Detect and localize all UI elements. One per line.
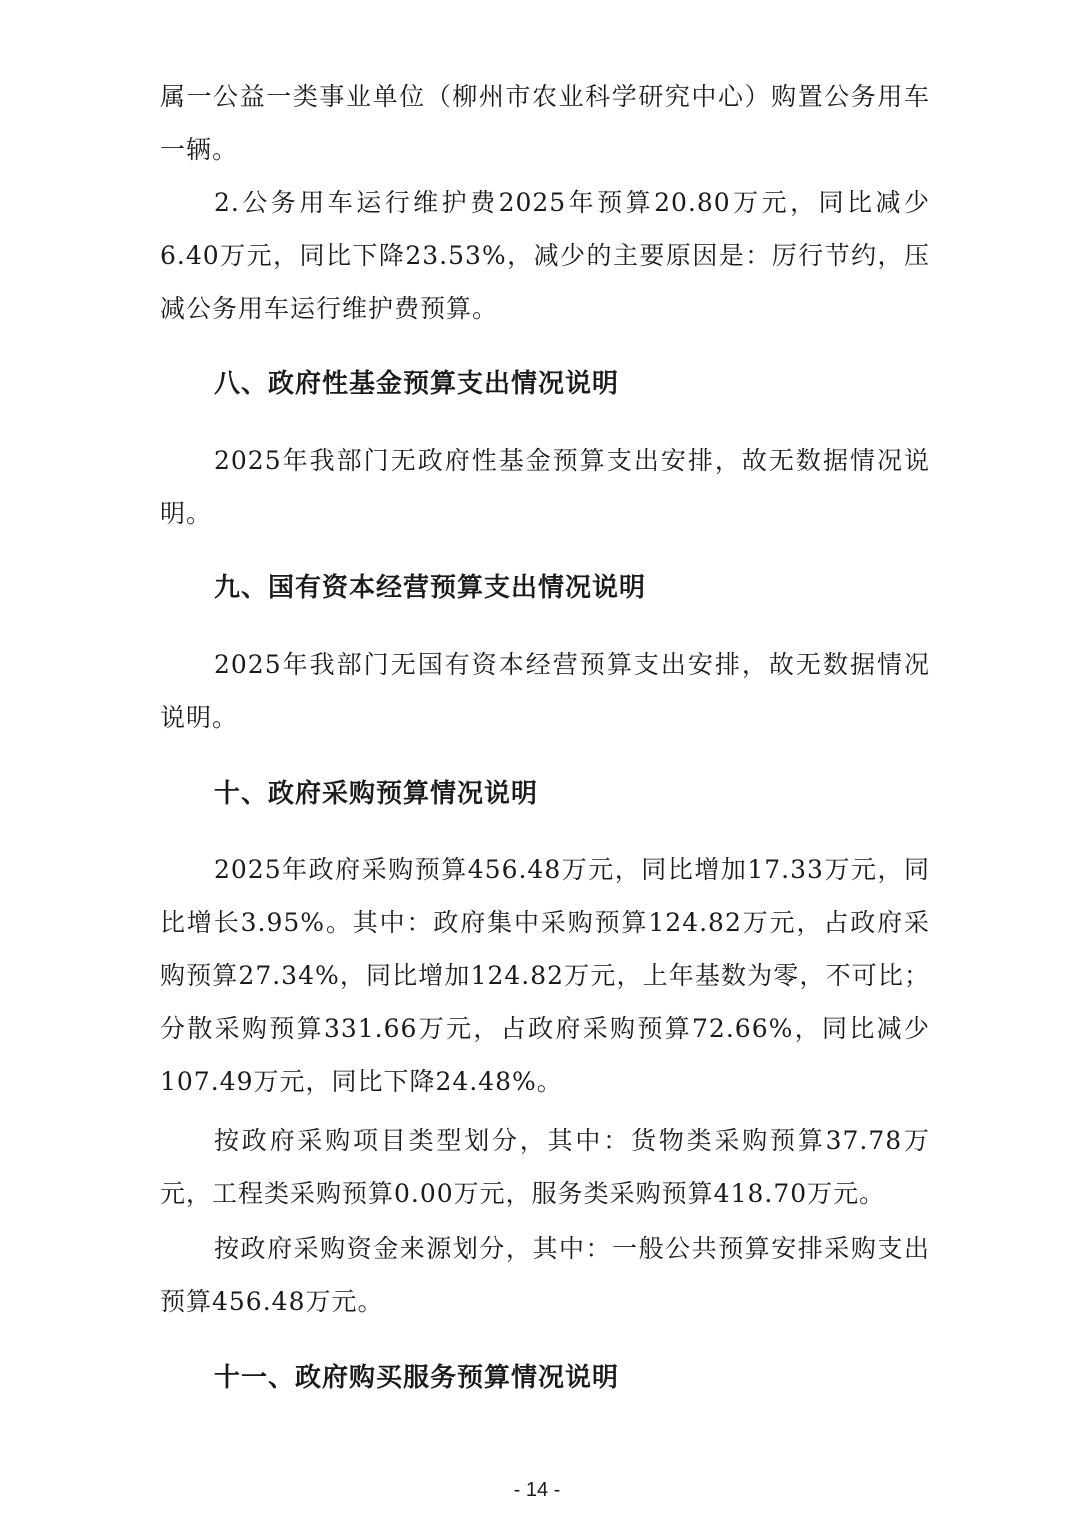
- section-heading-state-capital: 九、国有资本经营预算支出情况说明: [214, 573, 647, 603]
- paragraph-state-capital: 2025年我部门无国有资本经营预算支出安排，故无数据情况说明。: [160, 650, 930, 732]
- section-heading-government-fund: 八、政府性基金预算支出情况说明: [214, 369, 620, 399]
- section-heading-procurement: 十、政府采购预算情况说明: [214, 779, 539, 809]
- paragraph-procurement-summary: 2025年政府采购预算456.48万元，同比增加17.33万元，同比增长3.95%。其中：政府集中采购预算124.82万元，占政府采购预算27.34%，同比增加124.82万元，上年基数为零，不可比；分散采购预算331.66万元，占政府采购预算72.66%，同比减少107.49万元，同比下降24.48%。: [160, 855, 930, 1096]
- paragraph-procurement-by-source: 按政府采购资金来源划分，其中：一般公共预算安排采购支出预算456.48万元。: [160, 1234, 930, 1316]
- paragraph-vehicle-purchase: 属一公益一类事业单位（柳州市农业科学研究中心）购置公务用车一辆。: [160, 82, 930, 164]
- paragraph-vehicle-maintenance: 2.公务用车运行维护费2025年预算20.80万元，同比减少6.40万元，同比下降23.53%，减少的主要原因是：厉行节约，压减公务用车运行维护费预算。: [160, 188, 930, 323]
- section-heading-service-purchase: 十一、政府购买服务预算情况说明: [214, 1363, 620, 1393]
- paragraph-government-fund: 2025年我部门无政府性基金预算支出安排，故无数据情况说明。: [160, 446, 930, 528]
- paragraph-procurement-by-type: 按政府采购项目类型划分，其中：货物类采购预算37.78万元，工程类采购预算0.00万元，服务类采购预算418.70万元。: [160, 1126, 930, 1208]
- page-number: - 14 -: [513, 1479, 561, 1501]
